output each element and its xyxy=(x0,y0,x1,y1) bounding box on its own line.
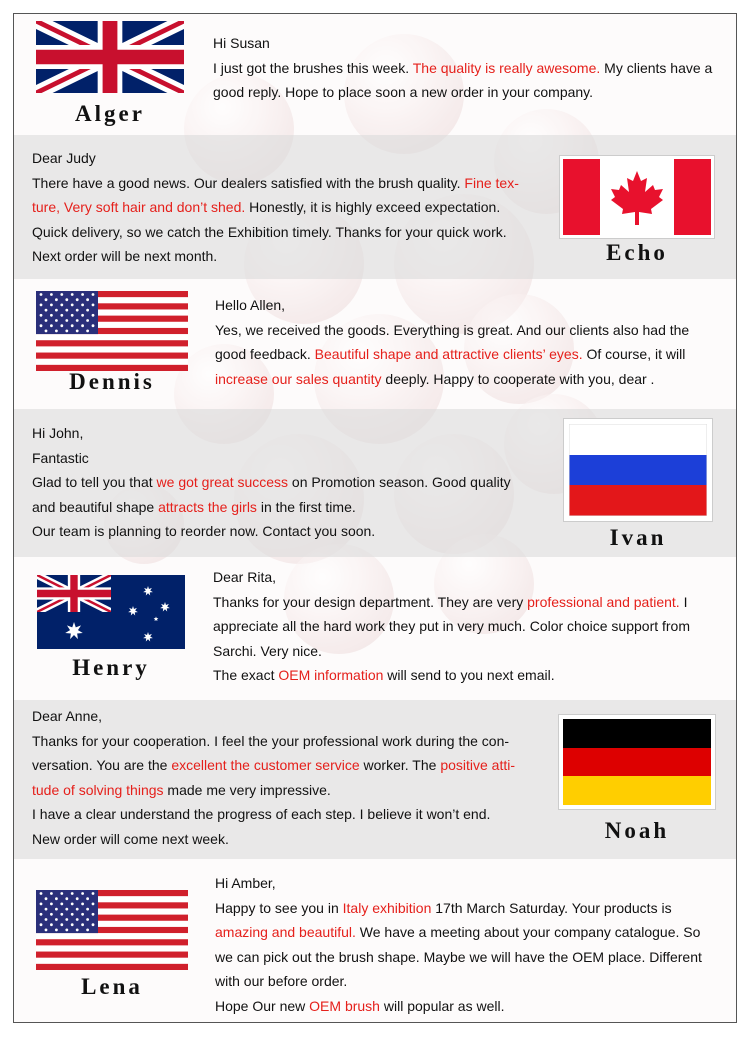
testimonial-message xyxy=(215,871,725,1018)
highlighted-text: attracts the girls xyxy=(158,498,257,515)
testimonial-message xyxy=(215,293,725,391)
message-line xyxy=(215,318,725,343)
message-text: in the first time. xyxy=(256,498,356,515)
highlighted-text: Fine tex- xyxy=(464,174,519,191)
highlighted-text: positive atti- xyxy=(440,757,516,773)
message-line xyxy=(213,590,723,615)
message-line xyxy=(32,220,552,245)
message-text: I xyxy=(679,593,688,610)
highlighted-text: amazing and beautiful. xyxy=(215,924,356,940)
testimonial-message xyxy=(32,704,552,851)
testimonial-panel xyxy=(13,13,737,1023)
message-text: My clients have a xyxy=(600,59,713,76)
message-line xyxy=(213,31,723,56)
highlighted-text: ture, Very soft hair and don’t shed. xyxy=(32,199,246,215)
uk-flag-icon xyxy=(36,21,184,93)
message-text: Next order will be next month. xyxy=(32,248,218,264)
usa-flag-icon xyxy=(36,890,188,970)
message-text: Hello Allen, xyxy=(215,297,286,313)
testimonial-message xyxy=(32,146,552,269)
message-text: and beautiful shape xyxy=(32,498,159,515)
message-line xyxy=(32,827,552,852)
message-text: New order will come next week. xyxy=(32,830,229,847)
message-line xyxy=(32,446,552,471)
message-text: with our before order. xyxy=(215,973,348,989)
highlighted-text: The quality is really awesome. xyxy=(412,59,601,76)
message-text: Our team is planning to reorder now. Contact you soon. xyxy=(32,523,376,539)
message-line xyxy=(213,614,723,639)
message-text: appreciate all the hard work they put in very much. Color choice support from xyxy=(213,618,691,634)
message-line xyxy=(215,293,725,318)
message-text: made me very impressive. xyxy=(163,781,331,798)
message-line xyxy=(32,171,552,196)
message-text: will send to you next email. xyxy=(383,667,555,683)
message-line xyxy=(213,565,723,590)
highlighted-text: professional and patient. xyxy=(527,593,680,610)
message-text: deeply. Happy to cooperate with you, dear . xyxy=(381,370,655,387)
message-text: Of course, it will xyxy=(582,346,686,362)
message-text: Thanks for your design department. They are very xyxy=(213,593,528,610)
message-line xyxy=(215,994,725,1019)
message-line xyxy=(215,342,725,367)
highlighted-text: excellent the customer service xyxy=(171,757,360,773)
message-text: Fantastic xyxy=(32,449,89,466)
message-text: Glad to tell you that xyxy=(32,474,157,490)
message-text: versation. You are the xyxy=(32,757,172,773)
customer-name: Dennis xyxy=(69,369,155,394)
message-line xyxy=(213,663,723,688)
message-text: 17th March Saturday. Your products is xyxy=(431,899,672,916)
message-text: Yes, we received the goods. Everything is great. And our clients also had the xyxy=(215,321,690,338)
russia-flag-icon xyxy=(569,424,707,516)
canada-flag-icon xyxy=(563,159,711,235)
customer-name: Alger xyxy=(75,101,145,126)
message-line xyxy=(215,945,725,970)
message-text: Thanks for your cooperation. I feel the your professional work during the con- xyxy=(32,732,510,749)
message-line xyxy=(32,729,552,754)
australia-flag-icon xyxy=(37,575,185,649)
message-line xyxy=(32,146,552,171)
message-text: Happy to see you in xyxy=(215,899,343,916)
message-line xyxy=(32,753,552,778)
message-text: Sarchi. Very nice. xyxy=(213,642,322,659)
highlighted-text: we got great success xyxy=(156,474,289,490)
message-text: Dear Rita, xyxy=(213,569,277,585)
testimonial-message xyxy=(213,31,723,105)
message-line xyxy=(32,470,552,495)
message-text: Hi Susan xyxy=(213,35,270,51)
message-line xyxy=(215,871,725,896)
testimonial-message xyxy=(32,421,552,544)
message-text: good reply. Hope to place soon a new order in your company. xyxy=(213,84,594,100)
customer-name: Ivan xyxy=(609,525,667,550)
message-line xyxy=(215,969,725,994)
message-line xyxy=(32,778,552,803)
highlighted-text: OEM brush xyxy=(309,997,380,1014)
customer-name: Henry xyxy=(72,655,150,680)
message-text: Hope Our new xyxy=(215,997,310,1014)
message-text: Honestly, it is highly exceed expectation. xyxy=(245,199,501,215)
message-text: will popular as well. xyxy=(379,997,505,1014)
highlighted-text: increase our sales quantity xyxy=(215,370,382,387)
customer-name: Noah xyxy=(604,818,670,843)
message-text: The exact xyxy=(213,667,279,683)
customer-name: Echo xyxy=(606,240,668,265)
message-line xyxy=(32,802,552,827)
highlighted-text: Italy exhibition xyxy=(342,899,432,916)
message-text: Quick delivery, so we catch the Exhibition timely. Thanks for your quick work. xyxy=(32,223,507,240)
message-text: Hi John, xyxy=(32,425,84,441)
customer-name: Lena xyxy=(81,974,143,999)
message-text: There have a good news. Our dealers satisfied with the brush quality. xyxy=(32,174,465,191)
message-line xyxy=(215,920,725,945)
message-line xyxy=(32,704,552,729)
message-text: worker. The xyxy=(359,757,441,773)
message-line xyxy=(32,195,552,220)
message-line xyxy=(32,421,552,446)
message-text: Dear Judy xyxy=(32,150,96,166)
highlighted-text: OEM information xyxy=(278,667,384,683)
message-text: good feedback. xyxy=(215,346,315,362)
message-line xyxy=(32,244,552,269)
message-line xyxy=(213,639,723,664)
message-text: Dear Anne, xyxy=(32,708,103,724)
message-text: I just got the brushes this week. xyxy=(213,59,413,76)
usa-flag-icon xyxy=(36,291,188,371)
testimonial-message xyxy=(213,565,723,688)
highlighted-text: Beautiful shape and attractive clients’ eyes. xyxy=(314,346,583,362)
message-text: We have a meeting about your company catalogue. So xyxy=(355,924,701,940)
message-line xyxy=(213,80,723,105)
message-line xyxy=(215,896,725,921)
message-line xyxy=(215,367,725,392)
highlighted-text: tude of solving things xyxy=(32,781,164,798)
message-line xyxy=(32,495,552,520)
message-line xyxy=(32,519,552,544)
message-text: Hi Amber, xyxy=(215,875,276,891)
germany-flag-icon xyxy=(563,719,711,805)
message-line xyxy=(213,56,723,81)
message-text: on Promotion season. Good quality xyxy=(288,474,511,490)
message-text: we can pick out the brush shape. Maybe we will have the OEM place. Different xyxy=(215,948,702,965)
message-text: I have a clear understand the progress of each step. I believe it won’t end. xyxy=(32,806,491,822)
